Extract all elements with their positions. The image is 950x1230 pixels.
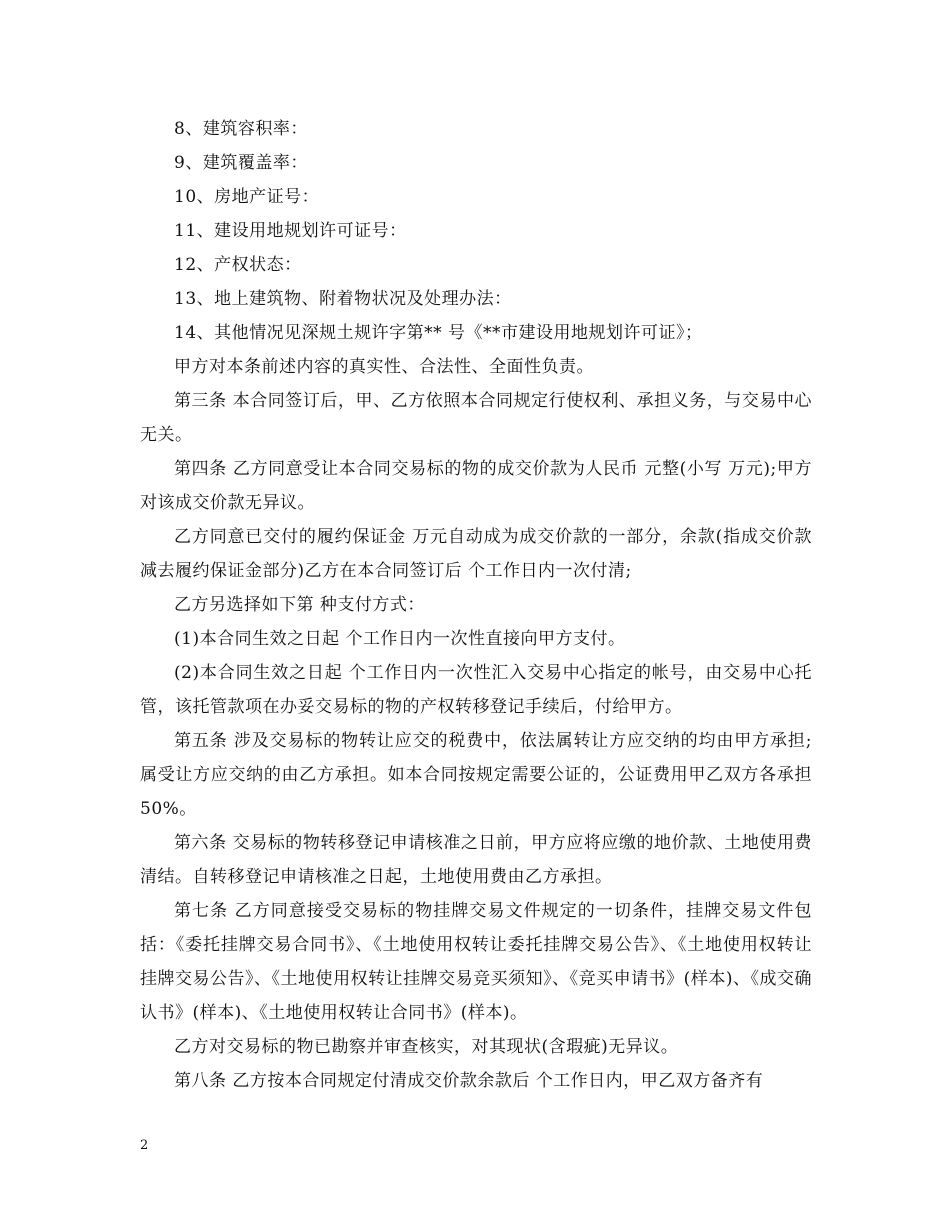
paragraph-article-7: 第七条 乙方同意接受交易标的物挂牌交易文件规定的一切条件，挂牌交易文件包括：《委托挂牌交易合同书》、《土地使用权转让委托挂牌交易公告》、《土地使用权转让挂牌交易公告》、《土地使用权转让挂牌交易竞买须知》、《竞买申请书》(样本)、《成交确认书》(样本)、《土地使用权转让合同书》(样本)。 — [140, 901, 812, 1023]
paragraph-item-14: 14、其他情况见深规土规许字第** 号《**市建设用地规划许可证》； — [174, 323, 703, 343]
paragraph-item-12: 12、产权状态： — [174, 255, 302, 275]
paragraph-article-3: 第三条 本合同签订后，甲、乙方依照本合同规定行使权利、承担义务，与交易中心无关。 — [140, 391, 812, 445]
contract-body — [140, 112, 812, 1098]
paragraph-inspection: 乙方对交易标的物已勘察并审查核实，对其现状(含瑕疵)无异议。 — [174, 1037, 679, 1057]
paragraph-payment-option-2: (2)本合同生效之日起 个工作日内一次性汇入交易中心指定的帐号，由交易中心托管，该托管款项在办妥交易标的物的产权转移登记手续后，付给甲方。 — [140, 663, 812, 717]
paragraph-article-4: 第四条 乙方同意受让本合同交易标的物的成交价款为人民币 元整(小写 万元);甲方对该成交价款无异议。 — [140, 459, 812, 513]
paragraph-payment-option-1: (1)本合同生效之日起 个工作日内一次性直接向甲方支付。 — [174, 629, 626, 649]
paragraph-payment-choice: 乙方另选择如下第 种支付方式： — [174, 595, 425, 615]
paragraph-article-8: 第八条 乙方按本合同规定付清成交价款余款后 个工作日内，甲乙双方备齐有 — [174, 1071, 764, 1091]
paragraph-item-8: 8、建筑容积率： — [174, 119, 308, 139]
paragraph-article-5: 第五条 涉及交易标的物转让应交的税费中，依法属转让方应交纳的均由甲方承担;属受让方应交纳的由乙方承担。如本合同按规定需要公证的，公证费用甲乙双方各承担50%。 — [140, 731, 812, 819]
paragraph-item-11: 11、建设用地规划许可证号： — [174, 221, 407, 241]
paragraph-item-10: 10、房地产证号： — [174, 187, 320, 207]
paragraph-item-13: 13、地上建筑物、附着物状况及处理办法： — [174, 289, 512, 309]
paragraph-deposit: 乙方同意已交付的履约保证金 万元自动成为成交价款的一部分，余款(指成交价款减去履约保证金部分)乙方在本合同签订后 个工作日内一次付清; — [140, 527, 812, 581]
page-number: 2 — [140, 1138, 149, 1153]
paragraph-item-9: 9、建筑覆盖率： — [174, 153, 308, 173]
paragraph-article-6: 第六条 交易标的物转移登记申请核准之日前，甲方应将应缴的地价款、土地使用费清结。自转移登记申请核准之日起，土地使用费由乙方承担。 — [140, 833, 812, 887]
paragraph-responsibility: 甲方对本条前述内容的真实性、合法性、全面性负责。 — [174, 357, 594, 377]
